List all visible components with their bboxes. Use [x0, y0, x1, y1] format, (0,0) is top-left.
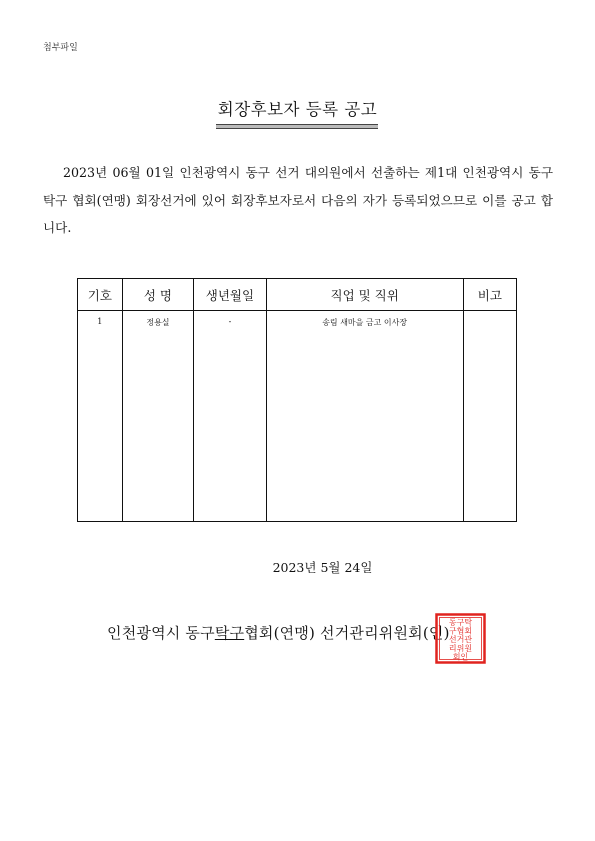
announcement-date: 2023년 5월 24일	[272, 560, 373, 575]
seal-glyph-line: 리위원	[448, 643, 473, 653]
official-seal	[435, 613, 486, 664]
announcement-body	[43, 159, 553, 242]
title-underline	[216, 124, 378, 129]
issuer-underlined: 탁구	[214, 624, 245, 642]
seal-glyph-line: 선거관	[448, 635, 473, 645]
issuer-prefix: 인천광역시 동구	[107, 624, 215, 642]
attachment-label: 첨부파일	[43, 43, 78, 53]
table-header-row	[78, 279, 517, 311]
issuer-suffix: 협회(연맹) 선거관리위원회(인)	[244, 624, 450, 642]
seal-glyph-line: 회인	[452, 652, 469, 662]
seal-glyph-line: 구협회	[448, 626, 473, 636]
header-name: 성 명	[122, 279, 194, 311]
announcement-text: 2023년 06월 01일 인천광역시 동구 선거 대의원에서 선출하는 제1대 인천광역시 동구 탁구 협회(연맹) 회장선거에 있어 회장후보자로서 다음의 자가 등록되었으므로 이를 공고 합니다.	[43, 165, 553, 235]
candidate-table	[77, 278, 517, 522]
header-remarks: 비고	[463, 279, 516, 311]
cell-birthdate: -	[194, 311, 266, 522]
header-occupation: 직업 및 직위	[266, 279, 463, 311]
cell-occupation: 송림 새마을 금고 이사장	[266, 311, 463, 522]
page-title: 회장후보자 등록 공고	[217, 100, 378, 119]
issuer-line	[107, 622, 450, 643]
cell-name: 정용실	[122, 311, 194, 522]
header-number: 기호	[78, 279, 123, 311]
table-row	[78, 311, 517, 522]
header-birthdate: 생년월일	[194, 279, 266, 311]
cell-remarks	[463, 311, 516, 522]
seal-glyph-line: 동구탁	[448, 618, 473, 627]
cell-number: 1	[78, 311, 123, 522]
